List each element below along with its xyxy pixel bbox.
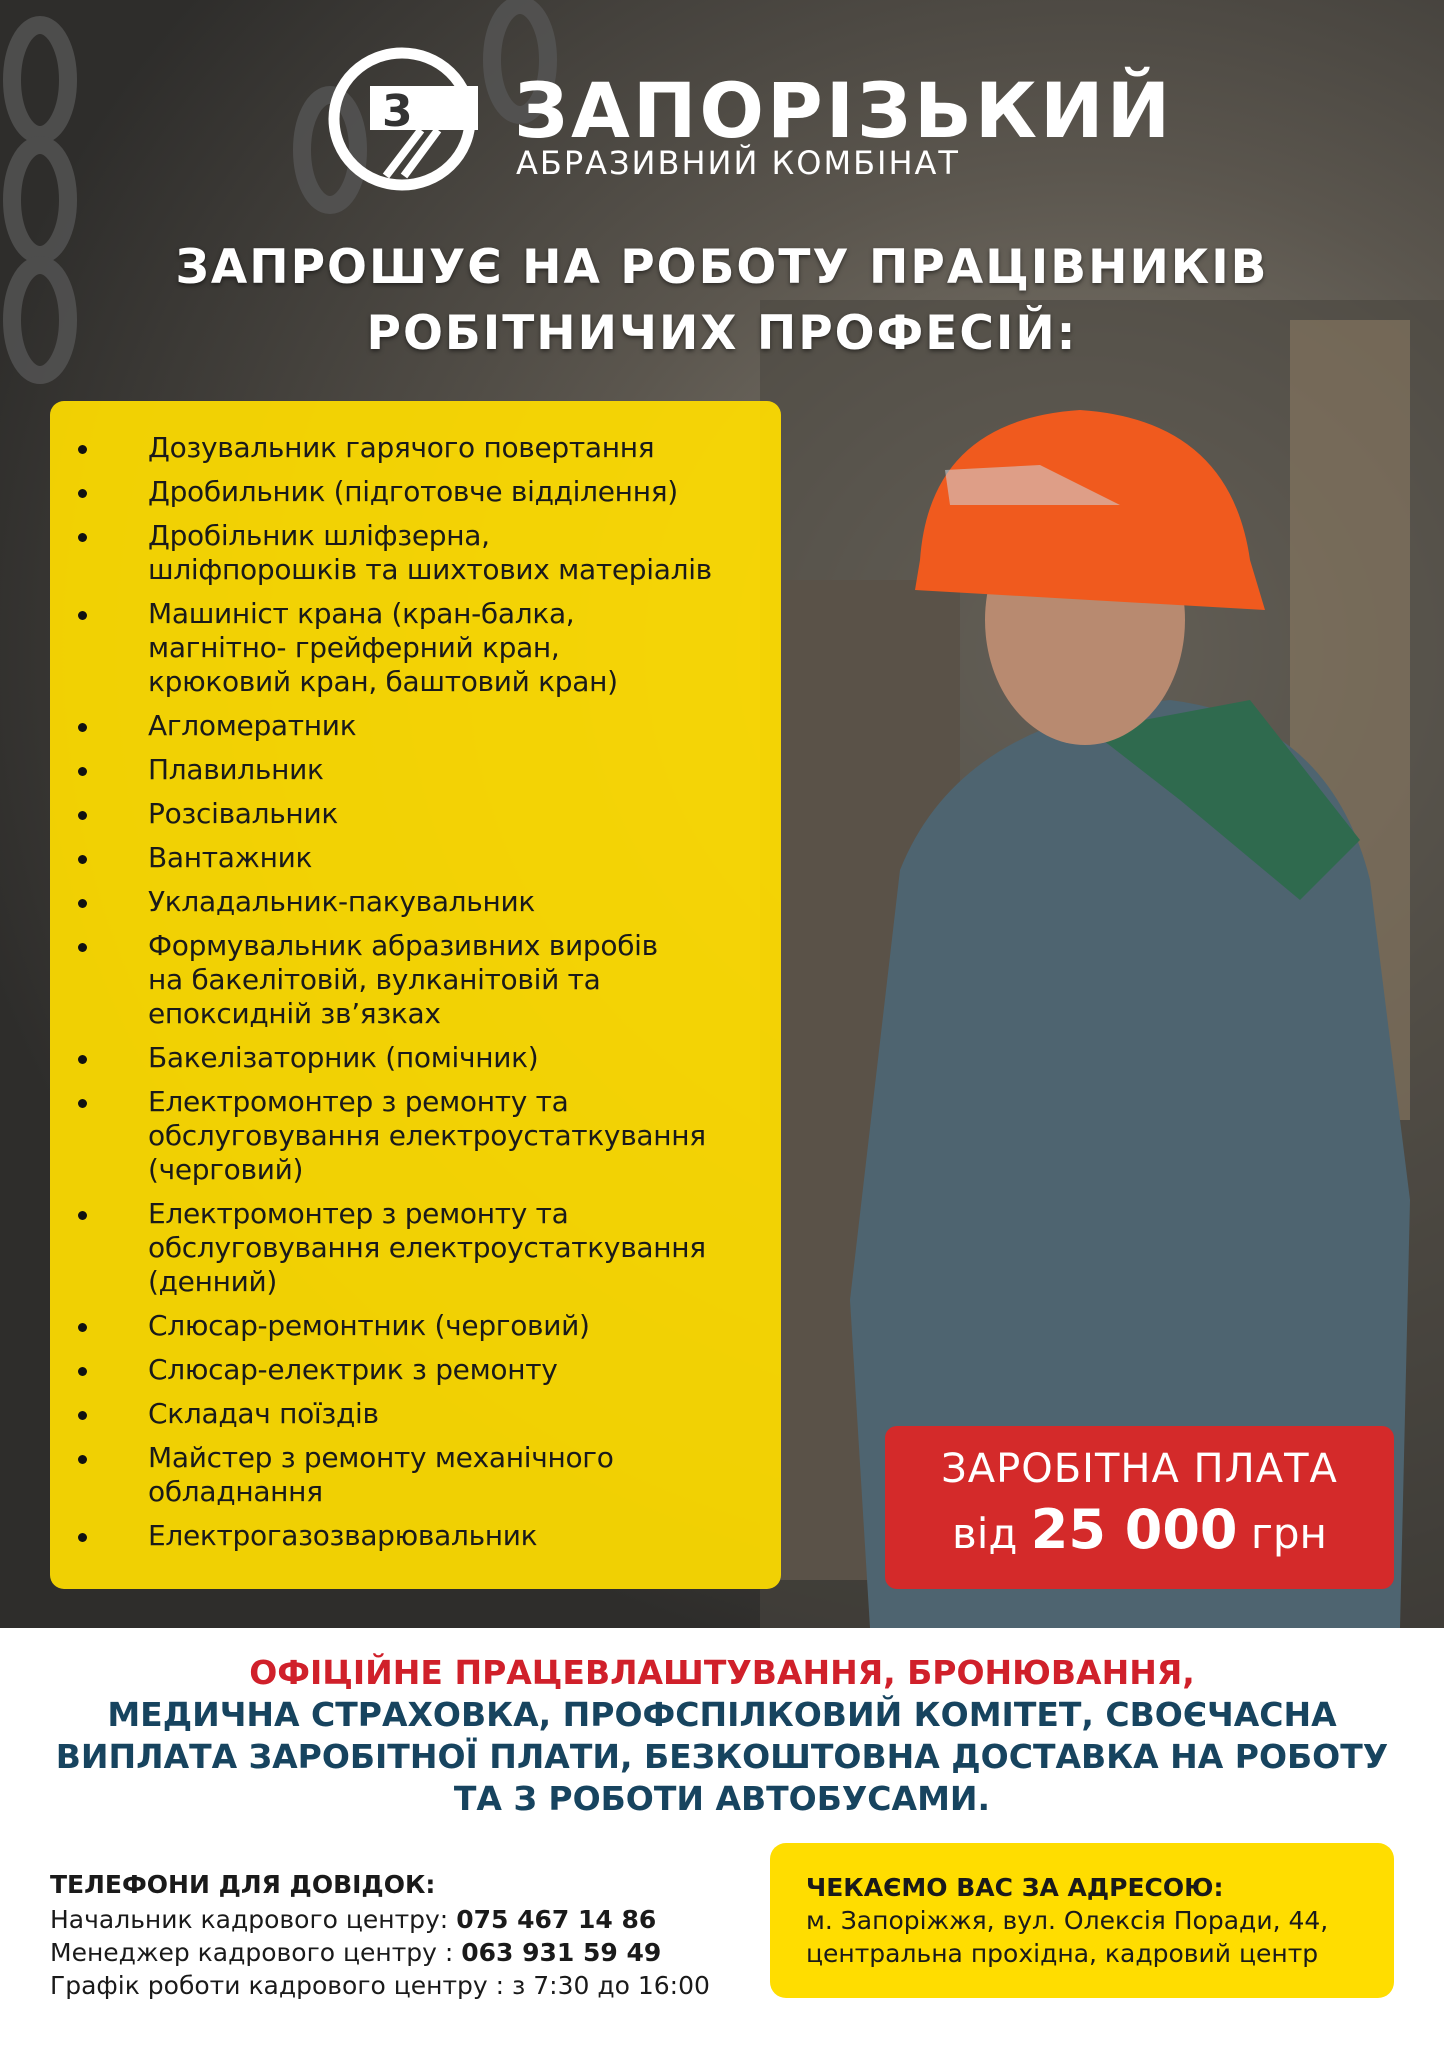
job-list-item: Плавильник: [74, 753, 761, 787]
manager-phone[interactable]: 063 931 59 49: [461, 1938, 662, 1967]
job-list-item: Дробільник шліфзерна, шліфпорошків та шихтових матеріалів: [74, 519, 761, 587]
job-list-item: Електромонтер з ремонту та обслуговування електроустаткування (денний): [74, 1197, 761, 1299]
job-list-item: Агломератник: [74, 709, 761, 743]
manager-label: Менеджер кадрового центру :: [50, 1938, 462, 1967]
job-list-panel: [50, 401, 781, 1589]
schedule: Графік роботи кадрового центру : з 7:30 до 16:00: [50, 1971, 710, 2000]
job-list-item: Електромонтер з ремонту та обслуговування електроустаткування (черговий): [74, 1085, 761, 1187]
job-list-item: Формувальник абразивних виробів на бакелітовій, вулканітовій та епоксидній зв’язках: [74, 929, 761, 1031]
job-list-item: Машиніст крана (кран-балка, магнітно- грейферний кран, крюковий кран, баштовий кран): [74, 597, 761, 699]
address-line: центральна прохідна, кадровий центр: [806, 1939, 1319, 1968]
job-list-item: Дробильник (підготовче відділення): [74, 475, 761, 509]
job-list-item: Бакелізаторник (помічник): [74, 1041, 761, 1075]
headline-line-1: ЗАПРОШУЄ НА РОБОТУ ПРАЦІВНИКІВ: [175, 240, 1269, 295]
contacts-section: [50, 1868, 710, 2002]
salary-label: ЗАРОБІТНА ПЛАТА: [941, 1446, 1338, 1492]
svg-text:3: 3: [382, 86, 413, 137]
benefits-text: [0, 1652, 1444, 1820]
address-title: ЧЕКАЄМО ВАС ЗА АДРЕСОЮ:: [806, 1873, 1224, 1902]
job-list-item: Електрогазозварювальник: [74, 1519, 761, 1553]
job-list-item: Розсівальник: [74, 797, 761, 831]
head-phone[interactable]: 075 467 14 86: [456, 1905, 657, 1934]
company-name: ЗАПОРІЗЬКИЙ: [514, 66, 1174, 155]
job-list-item: Слюсар-електрик з ремонту: [74, 1353, 761, 1387]
job-list-item: Вантажник: [74, 841, 761, 875]
benefits-line: ТА З РОБОТИ АВТОБУСАМИ.: [453, 1779, 991, 1818]
job-list: [74, 431, 761, 1553]
company-subtitle: АБРАЗИВНИЙ КОМБІНАТ: [516, 144, 960, 182]
benefits-line: МЕДИЧНА СТРАХОВКА, ПРОФСПІЛКОВИЙ КОМІТЕТ, СВОЄЧАСНА: [107, 1695, 1337, 1734]
salary-prefix: від: [951, 1509, 1018, 1558]
benefits-line: ВИПЛАТА ЗАРОБІТНОЇ ПЛАТИ, БЕЗКОШТОВНА ДОСТАВКА НА РОБОТУ: [55, 1737, 1389, 1776]
headline-line-2: РОБІТНИЧИХ ПРОФЕСІЙ:: [366, 306, 1078, 361]
job-list-item: Слюсар-ремонтник (черговий): [74, 1309, 761, 1343]
contacts-title: ТЕЛЕФОНИ ДЛЯ ДОВІДОК:: [50, 1870, 436, 1899]
company-logo-icon: [326, 46, 478, 192]
address-panel: [770, 1843, 1394, 1998]
job-list-item: Складач поїздів: [74, 1397, 761, 1431]
head-label: Начальник кадрового центру:: [50, 1905, 457, 1934]
job-list-item: Укладальник-пакувальник: [74, 885, 761, 919]
address-line: м. Запоріжжя, вул. Олексія Поради, 44,: [806, 1906, 1329, 1935]
salary-currency: грн: [1250, 1509, 1328, 1558]
benefits-line: ОФІЦІЙНЕ ПРАЦЕВЛАШТУВАННЯ, БРОНЮВАННЯ,: [249, 1653, 1195, 1692]
job-list-item: Майстер з ремонту механічного обладнання: [74, 1441, 761, 1509]
salary-badge: [885, 1426, 1394, 1589]
job-list-item: Дозувальник гарячого повертання: [74, 431, 761, 465]
salary-amount: 25 000: [1030, 1498, 1238, 1561]
